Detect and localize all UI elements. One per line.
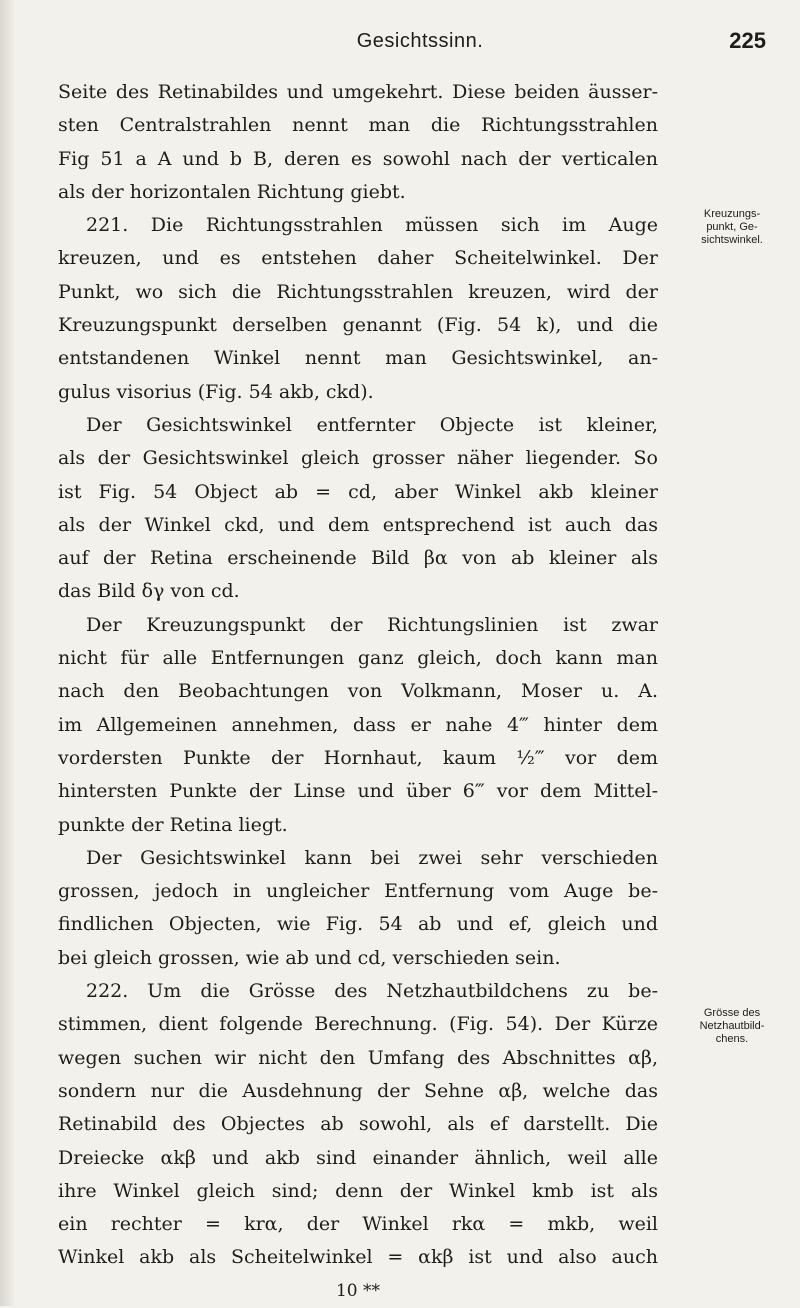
text-line: ihre Winkel gleich sind; denn der Winkel kmb ist als	[58, 1179, 658, 1202]
text-line: als der horizontalen Richtung giebt.	[58, 180, 406, 203]
margin-note-line: chens.	[715, 1033, 749, 1045]
text-line: ist Fig. 54 Object ab = cd, aber Winkel akb kleiner	[58, 480, 658, 503]
section-221-start: 221. Die Richtungsstrahlen müssen sich im Auge	[86, 214, 658, 237]
section-222-start: 222. Um die Grösse des Netzhautbildchens zu be-	[86, 980, 658, 1003]
text-line: stimmen, dient folgende Berechnung. (Fig. 54). Der Kürze	[58, 1013, 658, 1036]
page-gutter-shadow	[0, 0, 14, 1306]
text-line: Fig 51 a A und b B, deren es sowohl nach der verticalen	[58, 147, 658, 170]
text-line: Winkel akb als Scheitelwinkel = αkβ ist und also auch	[58, 1246, 658, 1269]
text-line: Kreuzungspunkt derselben genannt (Fig. 54 k), und die	[58, 314, 658, 337]
text-line: Seite des Retinabildes und umgekehrt. Diese beiden äusser-	[58, 81, 658, 103]
text-line: wegen suchen wir nicht den Umfang des Abschnittes αβ,	[58, 1046, 658, 1069]
paragraph-start: Der Kreuzungspunkt der Richtungslinien ist zwar	[86, 613, 658, 636]
text-line: entstandenen Winkel nennt man Gesichtswinkel, an-	[58, 347, 658, 370]
text-line: ein rechter = krα, der Winkel rkα = mkb, weil	[58, 1213, 658, 1236]
margin-note-line: Kreuzungs-	[703, 208, 761, 220]
text-line: das Bild δγ von cd.	[58, 580, 240, 603]
text-line: findlichen Objecten, wie Fig. 54 ab und ef, gleich und	[58, 913, 658, 936]
paragraph-start: Der Gesichtswinkel entfernter Objecte ist kleiner,	[86, 413, 658, 436]
text-line: punkte der Retina liegt.	[58, 813, 288, 836]
text-line: kreuzen, und es entstehen daher Scheitelwinkel. Der	[58, 247, 658, 270]
text-line: auf der Retina erscheinende Bild βα von ab kleiner als	[58, 547, 658, 570]
text-line: vordersten Punkte der Hornhaut, kaum ½‴ vor dem	[58, 746, 658, 769]
margin-note-line: Grösse des	[703, 1007, 761, 1019]
text-line: hintersten Punkte der Linse und über 6‴ vor dem Mittel-	[58, 780, 658, 803]
margin-note-line: sichtswinkel.	[701, 234, 763, 246]
text-line: bei gleich grossen, wie ab und cd, verschieden sein.	[58, 946, 561, 969]
margin-note-kreuzungspunkt	[677, 208, 787, 247]
text-line: im Allgemeinen annehmen, dass er nahe 4‴ hinter dem	[58, 713, 658, 736]
text-line: grossen, jedoch in ungleicher Entfernung vom Auge be-	[58, 880, 658, 903]
text-line: als der Winkel ckd, und dem entsprechend ist auch das	[58, 513, 658, 536]
running-head: Gesichtssinn.	[356, 30, 484, 52]
text-line: als der Gesichtswinkel gleich grosser näher liegender. So	[58, 447, 658, 470]
text-line: Retinabild des Objectes ab sowohl, als ef darstellt. Die	[58, 1113, 658, 1136]
paragraph-start: Der Gesichtswinkel kann bei zwei sehr verschieden	[86, 846, 658, 869]
page-number: 225	[729, 28, 766, 53]
body-text	[58, 76, 658, 1308]
text-line: sten Centralstrahlen nennt man die Richtungsstrahlen	[58, 114, 658, 137]
text-line: gulus visorius (Fig. 54 akb, ckd).	[58, 380, 374, 403]
text-line: sondern nur die Ausdehnung der Sehne αβ, welche das	[58, 1079, 658, 1102]
margin-note-groesse	[677, 1007, 787, 1046]
signature-mark: 10 **	[335, 1280, 381, 1301]
text-line: nicht für alle Entfernungen ganz gleich, doch kann man	[58, 647, 658, 670]
margin-note-line: punkt, Ge-	[706, 221, 758, 233]
text-line: nach den Beobachtungen von Volkmann, Moser u. A.	[58, 680, 658, 703]
text-line: Dreiecke αkβ und akb sind einander ähnlich, weil alle	[58, 1146, 658, 1169]
text-line: Punkt, wo sich die Richtungsstrahlen kreuzen, wird der	[58, 280, 658, 303]
margin-note-line: Netzhautbild-	[699, 1020, 765, 1032]
